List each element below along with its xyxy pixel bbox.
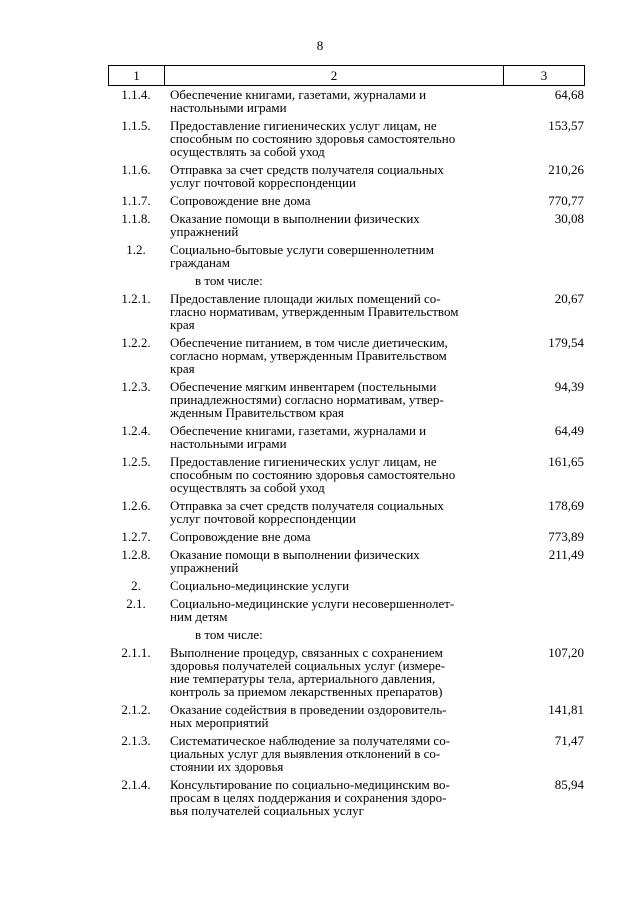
row-number: 2.1.4. — [121, 777, 151, 792]
table-row — [0, 380, 640, 419]
row-value: 20,67 — [554, 291, 584, 306]
row-text: Социально-медицинские услуги — [170, 578, 350, 593]
table-row — [0, 194, 640, 207]
page-number: 8 — [316, 38, 324, 53]
row-value: 30,08 — [554, 211, 584, 226]
row-number: 1.1.5. — [121, 118, 151, 133]
row-text: Социально-бытовые услуги совершеннолетним гражданам — [170, 242, 434, 270]
row-value: 211,49 — [548, 547, 584, 562]
row-number: 1.1.4. — [121, 87, 151, 102]
row-text: Консультирование по социально-медицинским во- просам в целях поддержания и сохранения здоро- вья получателей социальных услуг — [170, 777, 450, 818]
row-value: 94,39 — [554, 379, 584, 394]
row-number: 1.2.5. — [121, 454, 151, 469]
row-text: Социально-медицинские услуги несовершеннолет- ним детям — [170, 596, 455, 624]
row-value: 210,26 — [548, 162, 584, 177]
table-row — [0, 119, 640, 158]
table-row — [0, 243, 640, 269]
row-number: 2.1.2. — [121, 702, 151, 717]
row-text: Сопровождение вне дома — [170, 529, 311, 544]
row-text: Обеспечение питанием, в том числе диетическим, согласно нормам, утвержденным Правительством края — [170, 335, 448, 376]
row-number: 1.2.1. — [121, 291, 151, 306]
row-number: 1.2. — [126, 242, 146, 257]
row-number: 1.2.7. — [121, 529, 151, 544]
row-text: Оказание помощи в выполнении физических упражнений — [170, 211, 420, 239]
row-value: 71,47 — [554, 733, 584, 748]
row-number: 1.2.6. — [121, 498, 151, 513]
table-row — [0, 88, 640, 114]
row-text: Отправка за счет средств получателя социальных услуг почтовой корреспонденции — [170, 498, 444, 526]
table-row — [0, 336, 640, 375]
row-value: 770,77 — [548, 193, 584, 208]
row-value: 178,69 — [548, 498, 584, 513]
table-row — [0, 424, 640, 450]
row-number: 1.1.6. — [121, 162, 151, 177]
header-col-1: 1 — [108, 66, 164, 85]
row-number: 1.1.8. — [121, 211, 151, 226]
table-row — [0, 274, 640, 287]
row-text: Оказание содействия в проведении оздоровитель- ных мероприятий — [170, 702, 447, 730]
row-text: Предоставление гигиенических услуг лицам, не способным по состоянию здоровья самостоятельно осуществлять за собой уход — [170, 454, 456, 495]
row-number: 1.2.4. — [121, 423, 151, 438]
table-row — [0, 597, 640, 623]
row-text: Оказание помощи в выполнении физических упражнений — [170, 547, 420, 575]
table-row — [0, 455, 640, 494]
row-number: 1.2.2. — [121, 335, 151, 350]
row-number: 2.1.3. — [121, 733, 151, 748]
row-text: в том числе: — [195, 627, 263, 642]
row-text: в том числе: — [195, 273, 263, 288]
row-text: Обеспечение книгами, газетами, журналами и настольными играми — [170, 87, 427, 115]
row-number: 1.2.8. — [121, 547, 151, 562]
table-row — [0, 548, 640, 574]
row-value: 161,65 — [548, 454, 584, 469]
row-text: Предоставление площади жилых помещений со- гласно нормативам, утвержденным Правительством края — [170, 291, 459, 332]
table-row — [0, 499, 640, 525]
row-value: 85,94 — [554, 777, 584, 792]
row-value: 179,54 — [548, 335, 584, 350]
row-value: 141,81 — [548, 702, 584, 717]
row-text: Предоставление гигиенических услуг лицам, не способным по состоянию здоровья самостоятельно осуществлять за собой уход — [170, 118, 456, 159]
table-row — [0, 628, 640, 641]
table-row — [0, 292, 640, 331]
row-number: 1.1.7. — [121, 193, 151, 208]
row-number: 2. — [131, 578, 141, 593]
row-text: Систематическое наблюдение за получателями со- циальных услуг для выявления отклонений в со- стоянии их здоровья — [170, 733, 451, 774]
row-value: 153,57 — [548, 118, 584, 133]
row-text: Отправка за счет средств получателя социальных услуг почтовой корреспонденции — [170, 162, 444, 190]
row-value: 773,89 — [548, 529, 584, 544]
table-row — [0, 734, 640, 773]
header-col-2: 2 — [164, 66, 503, 85]
row-text: Обеспечение книгами, газетами, журналами и настольными играми — [170, 423, 427, 451]
row-number: 1.2.3. — [121, 379, 151, 394]
table-row — [0, 579, 640, 592]
row-value: 64,68 — [554, 87, 584, 102]
table-row — [0, 646, 640, 698]
table-row — [0, 163, 640, 189]
row-text: Выполнение процедур, связанных с сохранением здоровья получателей социальных услуг (измере- ние температуры тела, артериального давления, контроль за приемом лекарственных препаратов) — [170, 645, 446, 699]
table-row — [0, 212, 640, 238]
row-value: 107,20 — [548, 645, 584, 660]
table-row — [0, 530, 640, 543]
row-text: Обеспечение мягким инвентарем (постельными принадлежностями) согласно нормативам, утвер- жденным Правительством края — [170, 379, 444, 420]
row-value: 64,49 — [554, 423, 584, 438]
row-number: 2.1.1. — [121, 645, 151, 660]
table-header — [108, 65, 585, 86]
table-row — [0, 703, 640, 729]
row-text: Сопровождение вне дома — [170, 193, 311, 208]
header-col-3: 3 — [503, 66, 585, 85]
table-row — [0, 778, 640, 817]
row-number: 2.1. — [126, 596, 146, 611]
table-body — [0, 88, 640, 822]
